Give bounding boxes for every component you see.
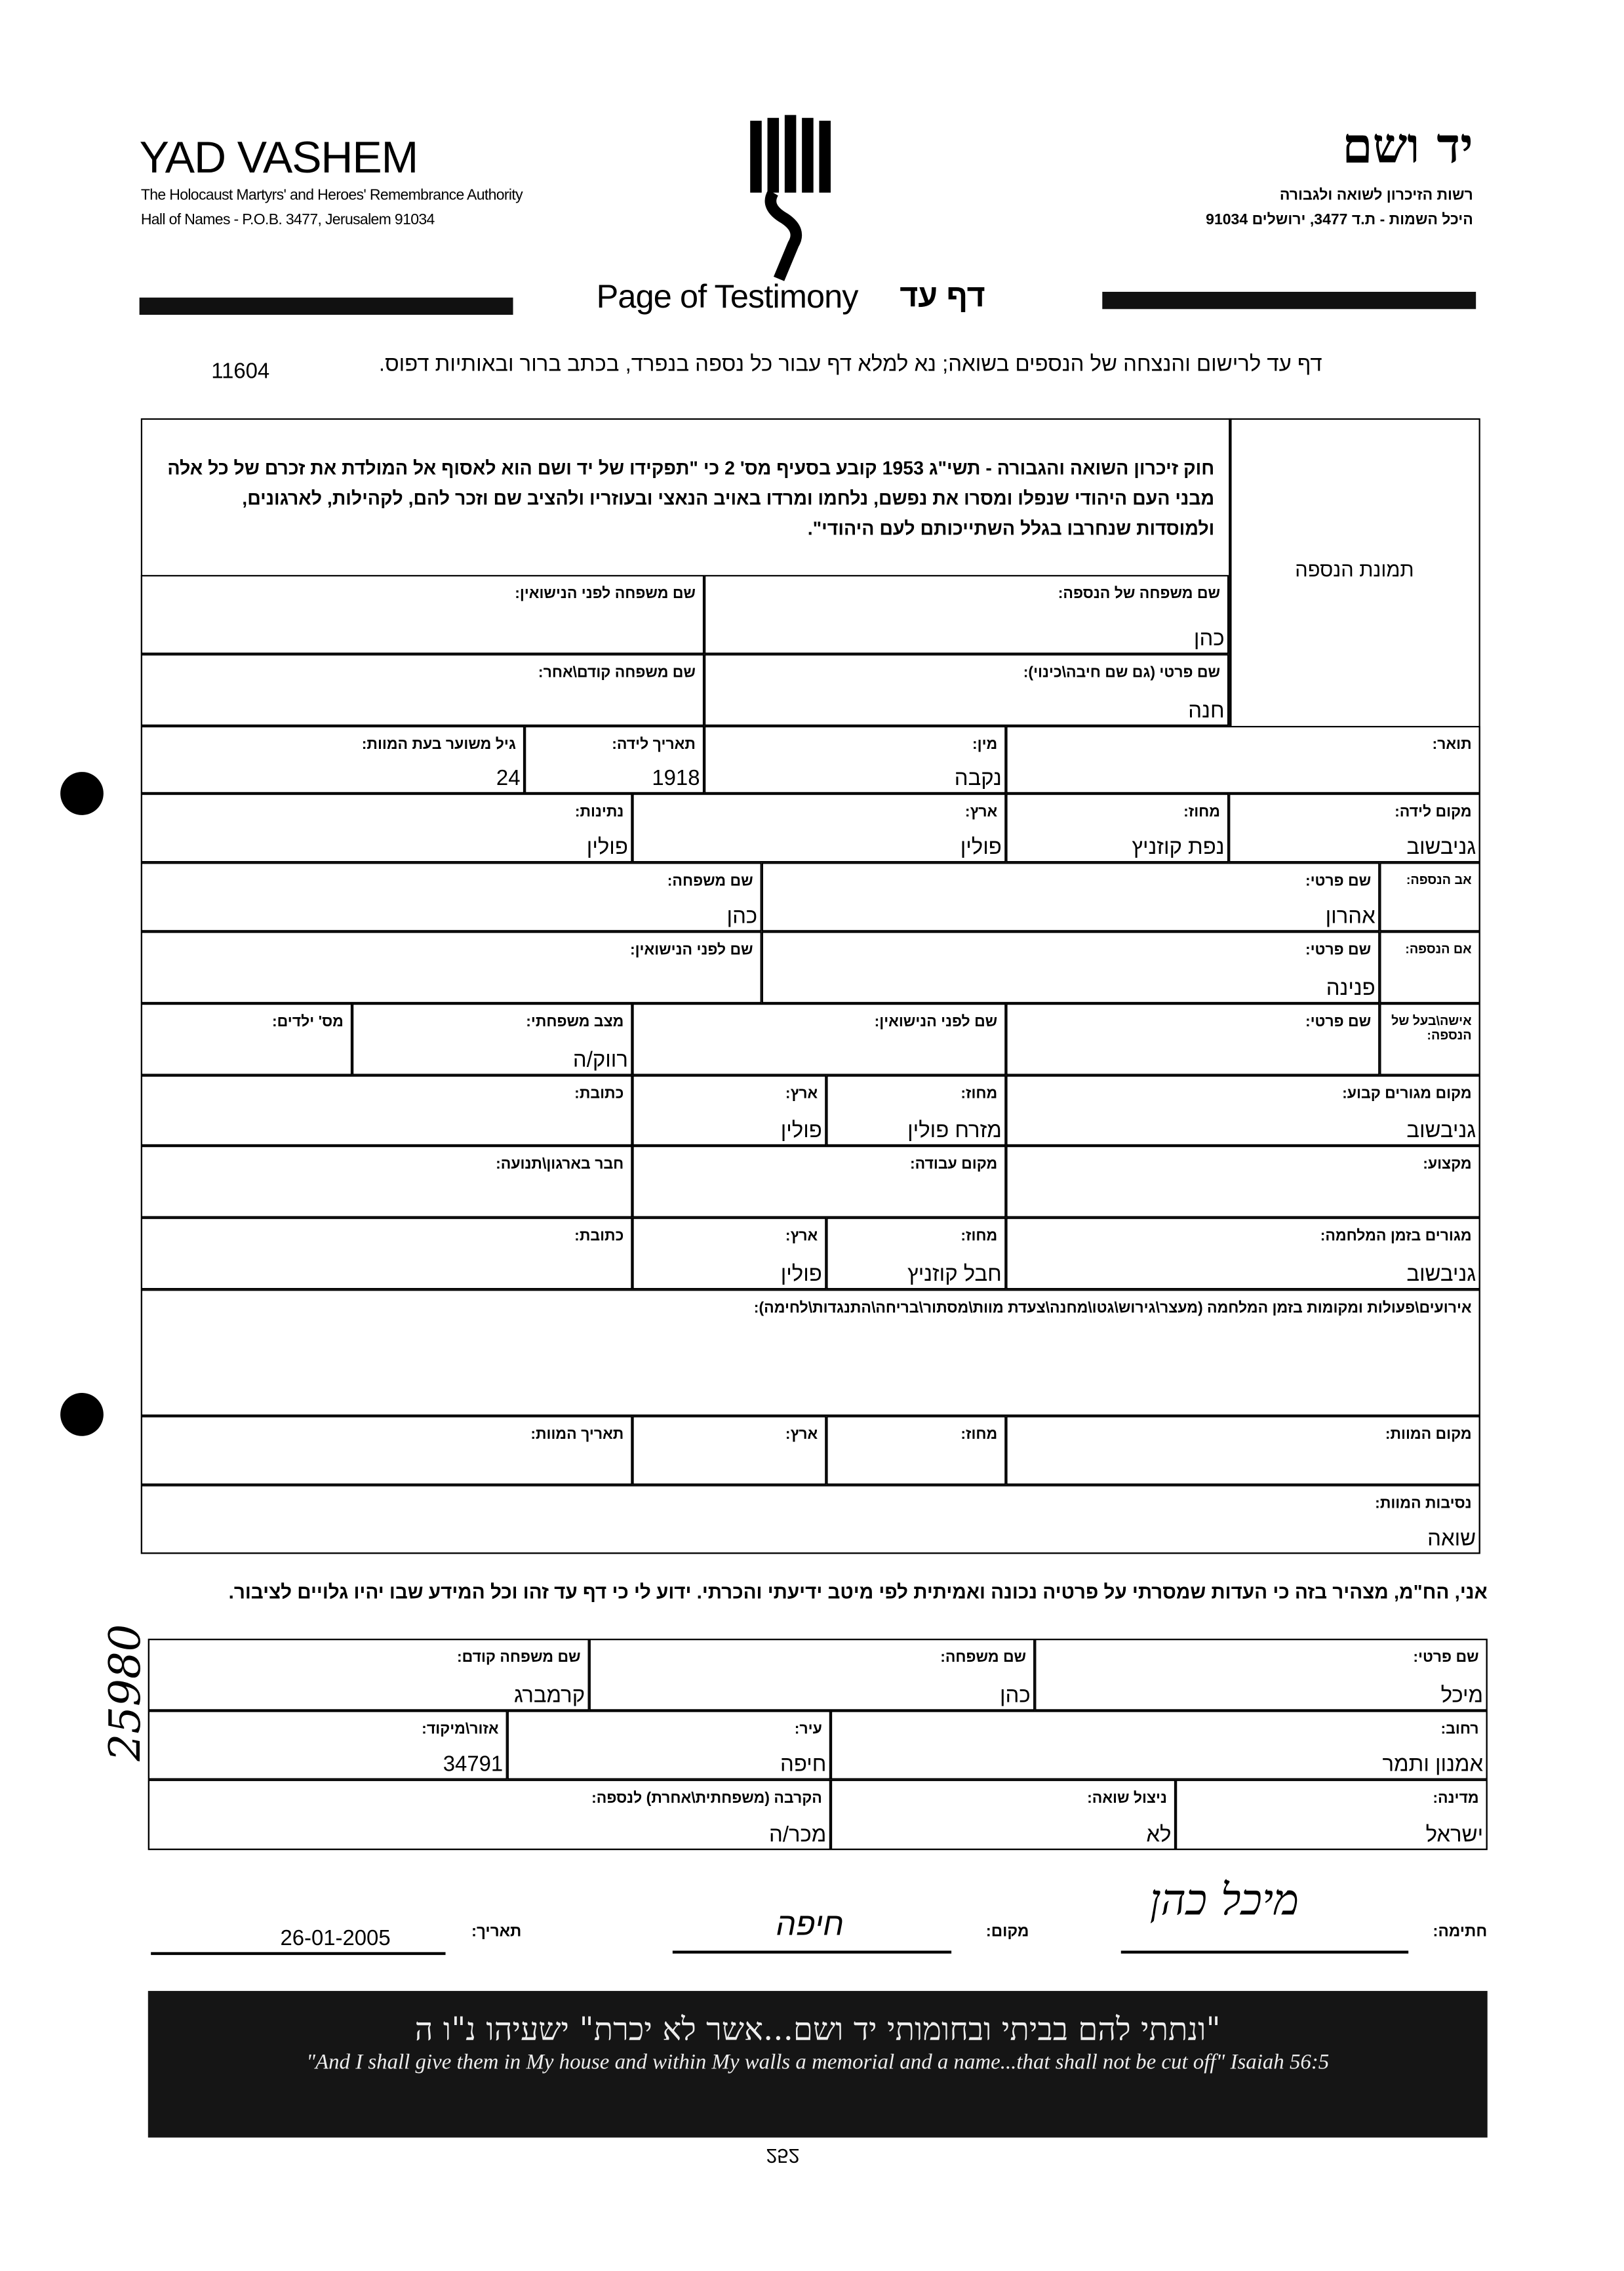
fields-field[interactable] [141, 1146, 633, 1218]
field-label: מקום מגורים קבוע: [1342, 1085, 1472, 1103]
submitter-field[interactable] [589, 1639, 1035, 1711]
field-label: מדינה: [1433, 1790, 1479, 1807]
fields-field[interactable] [1379, 931, 1480, 1003]
field-label: רחוב: [1440, 1720, 1479, 1738]
field-label: שם משפחה קודם\אחר: [538, 664, 696, 682]
fields-field[interactable] [141, 1289, 1480, 1416]
punch-hole [60, 772, 104, 815]
field-label: תאריך לידה: [612, 736, 696, 754]
field-label: אירועים\פעולות ומקומות בזמן המלחמה (מעצר\גירוש\גטו\מחנה\צעדת מוות\מסתור\בריחה\התנגדות\לחימה): [753, 1299, 1472, 1317]
fields-field[interactable] [762, 931, 1380, 1003]
field-value[interactable]: פולין [780, 1118, 822, 1143]
place-line [673, 1951, 951, 1953]
field-label: שם פרטי: [1305, 1013, 1372, 1031]
field-label: כתובת: [574, 1227, 624, 1245]
fields-field[interactable] [632, 1218, 826, 1290]
field-value[interactable]: נפת קוזניץ [1132, 835, 1225, 860]
field-label: כתובת: [574, 1085, 624, 1103]
field-value[interactable]: קרמברג [514, 1683, 585, 1708]
fields-field[interactable] [1006, 794, 1229, 862]
field-label: מצב משפחתי: [526, 1013, 624, 1031]
field-label: תואר: [1432, 736, 1472, 754]
field-label: שם משפחה קודם: [457, 1649, 581, 1666]
field-label: מס' ילדים: [272, 1013, 344, 1031]
fields-field[interactable] [141, 1485, 1480, 1554]
field-value[interactable]: כהן [1000, 1683, 1031, 1708]
org-address-he: היכל השמות - ת.ד 3477, ירושלים 91034 [1206, 211, 1473, 229]
quote-he: "ונתתי להם בביתי ובחומותי יד ושם...אשר לא יכרת" ישעיהו נ"ו ה [414, 2012, 1221, 2049]
fields-field[interactable] [704, 654, 1229, 726]
org-name-en: YAD VASHEM [139, 132, 418, 183]
submitter-field[interactable] [1035, 1639, 1487, 1711]
field-label: שם פרטי: [1305, 872, 1372, 890]
field-label: מין: [972, 736, 998, 754]
date-label: תאריך: [471, 1923, 522, 1941]
org-name-he: יד ושם [1342, 117, 1473, 176]
field-value[interactable]: שואה [1427, 1526, 1476, 1552]
fields-field[interactable] [1379, 1003, 1480, 1075]
field-label: שם פרטי: [1305, 941, 1372, 959]
fields-field[interactable] [525, 726, 704, 794]
submitter-field[interactable] [831, 1780, 1176, 1850]
field-label: שם משפחה לפני הנישואין: [515, 585, 696, 603]
field-value[interactable]: גניבשוב [1406, 1118, 1476, 1143]
field-label: שם משפחה: [940, 1649, 1027, 1666]
field-label: הקרבה (משפחתית\אחרת) לנספה: [591, 1790, 822, 1807]
field-label: נסיבות המוות: [1375, 1495, 1472, 1512]
fields-field[interactable] [141, 1218, 633, 1290]
fields-field[interactable] [632, 1075, 826, 1146]
field-label: שם משפחה: [667, 872, 753, 890]
org-subtitle-he: רשות הזיכרון לשואה ולגבורה [1279, 186, 1473, 205]
field-label: שם לפני הנישואין: [629, 941, 753, 959]
field-value[interactable]: גניבשוב [1406, 1262, 1476, 1287]
submitter-field[interactable] [148, 1780, 831, 1850]
margin-number: 25980 [100, 1624, 151, 1761]
fields-field[interactable] [1006, 1416, 1480, 1485]
field-label: נתינות: [574, 803, 624, 821]
form-title-en: Page of Testimony [596, 277, 858, 315]
fields-field[interactable] [141, 726, 525, 794]
field-label: מגורים בזמן המלחמה: [1320, 1227, 1472, 1245]
field-label: אישה\בעל של הנספה: [1391, 1013, 1472, 1043]
fields-field[interactable] [632, 794, 1006, 862]
fields-field[interactable] [1229, 794, 1480, 862]
field-label: מקצוע: [1423, 1156, 1472, 1173]
fields-field[interactable] [704, 575, 1229, 654]
org-address-en: Hall of Names - P.O.B. 3477, Jerusalem 91034 [140, 211, 435, 229]
header-bar-left [140, 298, 513, 315]
field-label: ניצול שואה: [1087, 1790, 1167, 1807]
fields-field[interactable] [141, 931, 762, 1003]
field-label: עיר: [794, 1720, 822, 1738]
fields-field[interactable] [826, 1075, 1006, 1146]
field-label: ארץ: [785, 1085, 818, 1103]
field-label: מחוז: [961, 1085, 998, 1103]
punch-hole [60, 1393, 104, 1436]
form-title-he: דף עד [900, 277, 985, 313]
fields-field[interactable] [826, 1218, 1006, 1290]
field-label: מקום לידה: [1395, 803, 1472, 821]
place-label: מקום: [985, 1923, 1029, 1941]
field-label: מחוז: [1183, 803, 1221, 821]
field-value[interactable]: לא [1146, 1822, 1172, 1847]
signature-label: חתימה: [1433, 1923, 1488, 1941]
field-value[interactable]: מזרח פולין [907, 1118, 1002, 1143]
page-number: 252 [766, 2144, 800, 2168]
fields-field[interactable] [141, 862, 762, 931]
signature[interactable]: מיכל כהן [1149, 1876, 1299, 1927]
field-value[interactable]: מכר/ה [768, 1822, 827, 1847]
field-label: אב הנספה: [1406, 872, 1472, 887]
instructions: דף עד לרישום והנצחה של הנספים בשואה; נא למלא דף עבור כל נספה בנפרד, בכתב ברור ובאותיות דפוס. [378, 352, 1322, 377]
declaration: אני, הח"מ, מצהיר בזה כי העדות שמסרתי על פרטיה נכונה ואמיתית לפי מיטב ידיעתי והכרתי. ידוע לי כי דף עד זהו וכל המידע שבו יהיו גלויים לציבור. [228, 1581, 1488, 1603]
field-value[interactable]: כהן [726, 904, 758, 929]
fields-field[interactable] [141, 575, 704, 654]
field-label: שם פרטי (גם שם חיבה\כינוי): [1023, 664, 1221, 682]
field-label: אזור\מיקוד: [422, 1720, 499, 1738]
org-subtitle-en: The Holocaust Martyrs' and Heroes' Remembrance Authority [140, 186, 523, 205]
field-value[interactable]: 34791 [443, 1752, 504, 1777]
submitter-field[interactable] [148, 1639, 589, 1711]
date-line [151, 1952, 445, 1954]
field-value[interactable]: 1918 [652, 766, 700, 791]
field-value[interactable]: פולין [780, 1262, 822, 1287]
fields-field[interactable] [632, 1416, 826, 1485]
submitter-field[interactable] [831, 1710, 1488, 1779]
field-value[interactable]: פולין [960, 835, 1002, 860]
field-value[interactable]: רווק/ה [572, 1047, 628, 1073]
field-label: שם פרטי: [1413, 1649, 1479, 1666]
field-value[interactable]: חבל קוזניץ [907, 1262, 1002, 1287]
fields-field[interactable] [141, 794, 633, 862]
field-label: ארץ: [785, 1426, 818, 1443]
fields-field[interactable] [1379, 862, 1480, 931]
field-label: גיל משוער בעת המוות: [361, 736, 516, 754]
field-label: שם לפני הנישואין: [874, 1013, 998, 1031]
fields-field[interactable] [141, 1416, 633, 1485]
field-label: מחוז: [961, 1426, 998, 1443]
submitter-field[interactable] [507, 1710, 831, 1779]
field-value[interactable]: פולין [586, 835, 628, 860]
submitter-field[interactable] [1176, 1780, 1488, 1850]
field-label: חבר בארגון\תנועה: [496, 1156, 624, 1173]
fields-field[interactable] [632, 1003, 1006, 1075]
yad-vashem-logo [744, 112, 844, 285]
field-label: מחוז: [961, 1227, 998, 1245]
fields-field[interactable] [141, 654, 704, 726]
fields-field[interactable] [141, 1003, 352, 1075]
place-value[interactable]: חיפה [776, 1906, 844, 1942]
field-value[interactable]: מיכל [1440, 1683, 1484, 1708]
fields-field[interactable] [1006, 1075, 1480, 1146]
submitter-field[interactable] [148, 1710, 507, 1779]
field-label: אם הנספה: [1405, 941, 1472, 956]
law-text: חוק זיכרון השואה והגבורה - תשי"ג 1953 קובע בסעיף מס' 2 כי "תפקידו של יד ושם הוא לאסוף אל המולדת את זכרם של כל אלה מבני העם היהודי שנפלו ומסרו את נפשם, נלחמו ומרדו באויב הנאצי ובעוזריו ולהציב שם וזכר להם, לקהילות, לארגונים, ולמוסדות שנחרבו בגלל השתייכותם לעם היהודי". [167, 457, 1215, 539]
field-label: מקום המוות: [1385, 1426, 1472, 1443]
fields-field[interactable] [762, 862, 1380, 931]
fields-field[interactable] [1006, 726, 1480, 794]
field-value[interactable]: נקבה [954, 766, 1002, 791]
quote-banner [148, 1991, 1488, 2138]
form-number: 11604 [211, 359, 270, 384]
field-label: שם משפחה של הנספה: [1058, 585, 1221, 603]
field-value[interactable]: ישראל [1425, 1822, 1484, 1847]
field-value[interactable]: 24 [496, 766, 521, 791]
quote-en: "And I shall give them in My house and within My walls a memorial and a name...that shall not be cut off" Isaiah 56:5 [306, 2051, 1330, 2075]
field-label: תאריך המוות: [530, 1426, 624, 1443]
signature-line [1121, 1951, 1408, 1953]
field-label: מקום עבודה: [909, 1156, 998, 1173]
fields-field[interactable] [1006, 1146, 1480, 1218]
fields-field[interactable] [826, 1416, 1006, 1485]
fields-field[interactable] [141, 1075, 633, 1146]
field-value[interactable]: חיפה [780, 1752, 827, 1777]
field-value[interactable]: חנה [1188, 698, 1225, 723]
photo-label: תמונת הנספה [1295, 557, 1414, 581]
field-value[interactable]: פנינה [1326, 976, 1376, 1001]
date-value[interactable]: 26-01-2005 [280, 1926, 391, 1951]
field-value[interactable]: אמנון ותמר [1382, 1752, 1484, 1777]
fields-field[interactable] [632, 1146, 1006, 1218]
field-label: ארץ: [785, 1227, 818, 1245]
field-value[interactable]: כהן [1193, 626, 1225, 651]
header-bar-right [1102, 292, 1476, 309]
field-label: ארץ: [964, 803, 998, 821]
field-value[interactable]: אהרון [1325, 904, 1376, 929]
fields-field[interactable] [1006, 1003, 1379, 1075]
fields-field[interactable] [352, 1003, 632, 1075]
field-value[interactable]: גניבשוב [1406, 835, 1476, 860]
fields-field[interactable] [704, 726, 1006, 794]
fields-field[interactable] [1006, 1218, 1480, 1290]
